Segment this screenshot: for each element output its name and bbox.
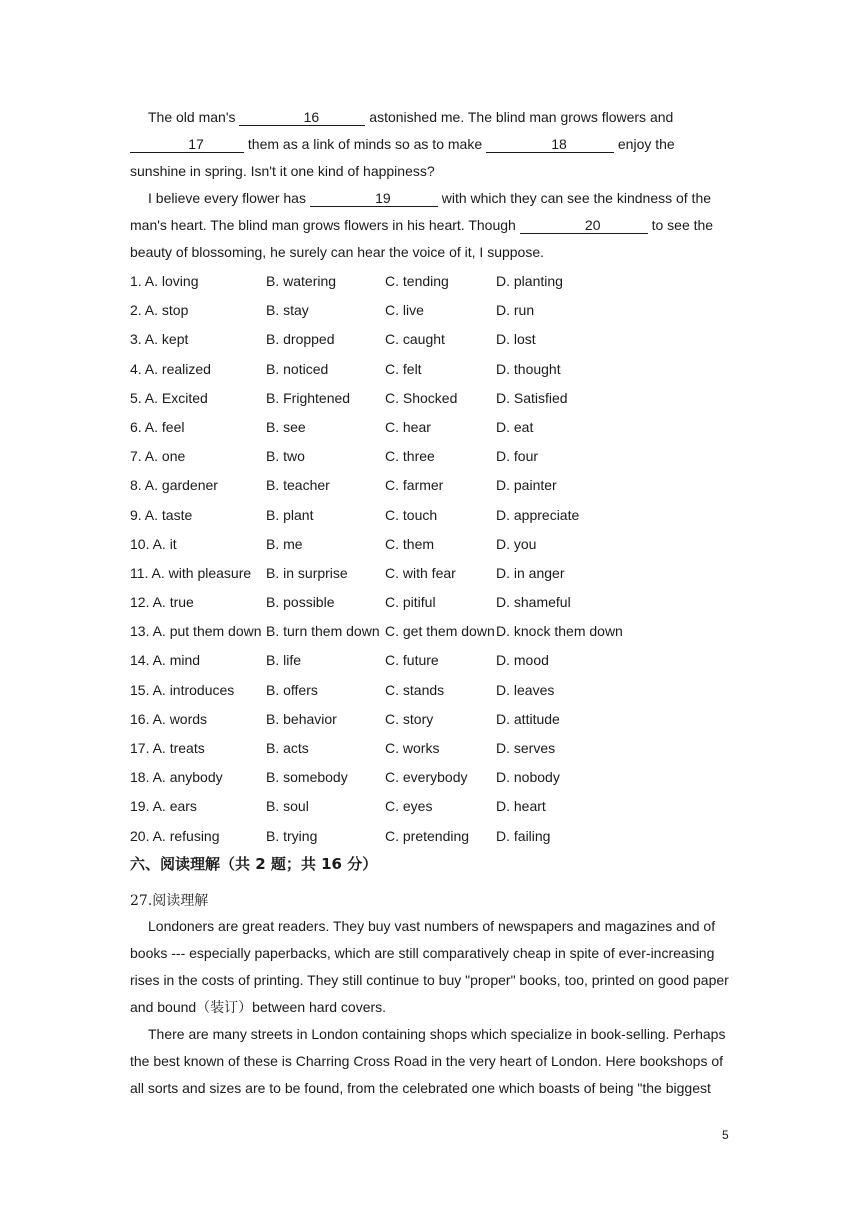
question-title: 27.阅读理解	[130, 893, 209, 909]
option-row	[130, 442, 730, 471]
option-b: B. possible	[266, 594, 335, 611]
option-c: C. stands	[385, 681, 445, 698]
option-row	[130, 296, 730, 325]
reading-text: Londoners are great readers. They buy vast numbers of newspapers and magazines and of books --- especially paperbacks, which are still comparatively cheap in spite of ever-increasing rises in the costs of printing. They still continue to buy "proper" books, too, printed on good paper and bound（装订）between hard covers.	[130, 918, 729, 1015]
option-b: B. somebody	[266, 769, 348, 786]
reading-paragraph-1	[130, 913, 730, 1021]
option-d: D. four	[496, 448, 539, 465]
option-b: B. behavior	[266, 710, 337, 727]
page-number: 5	[722, 1128, 729, 1142]
text-segment: with which they can see the kindness of the man's heart. The blind man grows flowers in his heart. Though	[130, 190, 712, 233]
option-row	[130, 676, 730, 705]
option-c: C. farmer	[385, 477, 444, 494]
option-d: D. attitude	[496, 710, 560, 727]
option-d: D. painter	[496, 477, 557, 494]
option-b: B. see	[266, 418, 306, 435]
option-d: D. planting	[496, 273, 563, 289]
option-c: C. Shocked	[385, 389, 458, 406]
option-d: D. thought	[496, 360, 561, 377]
section-heading: 六、阅读理解（共 2 题；共 16 分）	[130, 855, 378, 873]
option-a: 7. A. one	[130, 448, 186, 465]
option-b: B. dropped	[266, 331, 335, 348]
option-c: C. caught	[385, 331, 445, 348]
option-a: 1. A. loving	[130, 273, 199, 289]
option-row	[130, 646, 730, 675]
text-segment: The old man's	[148, 109, 236, 125]
option-row	[130, 413, 730, 442]
option-b: B. life	[266, 652, 302, 669]
option-a: 6. A. feel	[130, 418, 185, 435]
option-row	[130, 355, 730, 384]
option-b: B. teacher	[266, 477, 330, 494]
option-c: C. eyes	[385, 798, 433, 815]
option-d: D. you	[496, 535, 537, 552]
option-b: B. watering	[266, 273, 337, 289]
option-a: 10. A. it	[130, 535, 177, 552]
option-d: D. leaves	[496, 681, 555, 698]
option-row	[130, 530, 730, 559]
option-c: C. felt	[385, 360, 422, 377]
option-a: 14. A. mind	[130, 652, 201, 669]
option-a: 18. A. anybody	[130, 769, 223, 786]
option-c: C. everybody	[385, 769, 468, 786]
option-c: C. them	[385, 535, 435, 552]
cloze-paragraph-1	[130, 104, 730, 185]
option-row	[130, 763, 730, 792]
option-row	[130, 471, 730, 500]
option-c: C. story	[385, 710, 434, 727]
option-b: B. me	[266, 535, 303, 552]
option-b: B. soul	[266, 798, 309, 815]
option-d: D. nobody	[496, 769, 560, 786]
option-c: C. live	[385, 302, 424, 319]
option-c: C. pitiful	[385, 594, 436, 611]
option-c: C. hear	[385, 418, 431, 435]
option-b: B. in surprise	[266, 564, 348, 581]
option-a: 17. A. treats	[130, 740, 205, 756]
options-list	[130, 267, 730, 851]
blank-18: 18	[486, 136, 614, 153]
reading-paragraph-2	[130, 1021, 730, 1102]
text-segment: to see the beauty of blossoming, he surely can hear the voice of it, I suppose.	[130, 217, 714, 260]
option-c: C. with fear	[385, 564, 456, 581]
option-b: B. noticed	[266, 360, 329, 377]
text-segment: astonished me. The blind man grows flowers and	[369, 109, 674, 125]
option-d: D. serves	[496, 740, 556, 756]
option-a: 15. A. introduces	[130, 681, 235, 698]
blank-19: 19	[310, 190, 438, 207]
option-a: 9. A. taste	[130, 506, 193, 523]
reading-text: There are many streets in London containing shops which specialize in book-selling. Perhaps the best known of these is Charring Cross Road in the very heart of London. Here bookshops of all sorts and sizes are to be found, from the celebrated one which boasts of being "the biggest	[130, 1026, 726, 1096]
option-b: B. offers	[266, 681, 318, 698]
option-d: D. in anger	[496, 564, 565, 581]
option-a: 20. A. refusing	[130, 827, 220, 844]
option-d: D. eat	[496, 418, 534, 435]
option-d: D. lost	[496, 331, 536, 348]
option-a: 16. A. words	[130, 710, 208, 727]
option-row	[130, 384, 730, 413]
text-segment: I believe every flower has	[148, 190, 306, 206]
option-row	[130, 617, 730, 646]
option-row	[130, 705, 730, 734]
option-a: 8. A. gardener	[130, 477, 218, 494]
blank-17: 17	[130, 136, 244, 153]
option-d: D. heart	[496, 798, 546, 815]
option-a: 3. A. kept	[130, 331, 189, 348]
option-row	[130, 559, 730, 588]
option-d: D. knock them down	[496, 623, 623, 640]
option-c: C. pretending	[385, 827, 470, 844]
option-a: 11. A. with pleasure	[130, 564, 252, 581]
option-d: D. run	[496, 302, 535, 319]
option-row	[130, 734, 730, 763]
option-d: D. appreciate	[496, 506, 580, 523]
option-c: C. works	[385, 740, 440, 756]
option-row	[130, 792, 730, 821]
option-row	[130, 325, 730, 354]
option-a: 12. A. true	[130, 594, 194, 611]
option-c: C. three	[385, 448, 435, 465]
text-segment: them as a link of minds so as to make	[247, 136, 483, 152]
option-b: B. two	[266, 448, 305, 465]
option-d: D. Satisfied	[496, 389, 568, 406]
option-b: B. turn them down	[266, 623, 380, 640]
option-row	[130, 267, 730, 296]
option-b: B. acts	[266, 740, 309, 756]
option-c: C. tending	[385, 273, 449, 289]
text-segment: enjoy the sunshine in spring. Isn't it one kind of happiness?	[130, 136, 675, 179]
option-b: B. Frightened	[266, 389, 351, 406]
option-d: D. failing	[496, 827, 551, 844]
option-c: C. get them down	[385, 623, 495, 640]
option-a: 5. A. Excited	[130, 389, 208, 406]
option-c: C. future	[385, 652, 439, 669]
option-b: B. stay	[266, 302, 309, 319]
option-row	[130, 501, 730, 530]
blank-20: 20	[520, 217, 648, 234]
blank-16: 16	[239, 109, 365, 126]
option-a: 19. A. ears	[130, 798, 197, 815]
option-row	[130, 588, 730, 617]
option-d: D. shameful	[496, 594, 571, 611]
option-b: B. trying	[266, 827, 318, 844]
option-a: 13. A. put them down	[130, 623, 262, 640]
option-c: C. touch	[385, 506, 438, 523]
option-row	[130, 822, 730, 851]
option-a: 4. A. realized	[130, 360, 211, 377]
option-a: 2. A. stop	[130, 302, 189, 319]
option-b: B. plant	[266, 506, 314, 523]
cloze-paragraph-2	[130, 185, 730, 266]
option-d: D. mood	[496, 652, 549, 669]
